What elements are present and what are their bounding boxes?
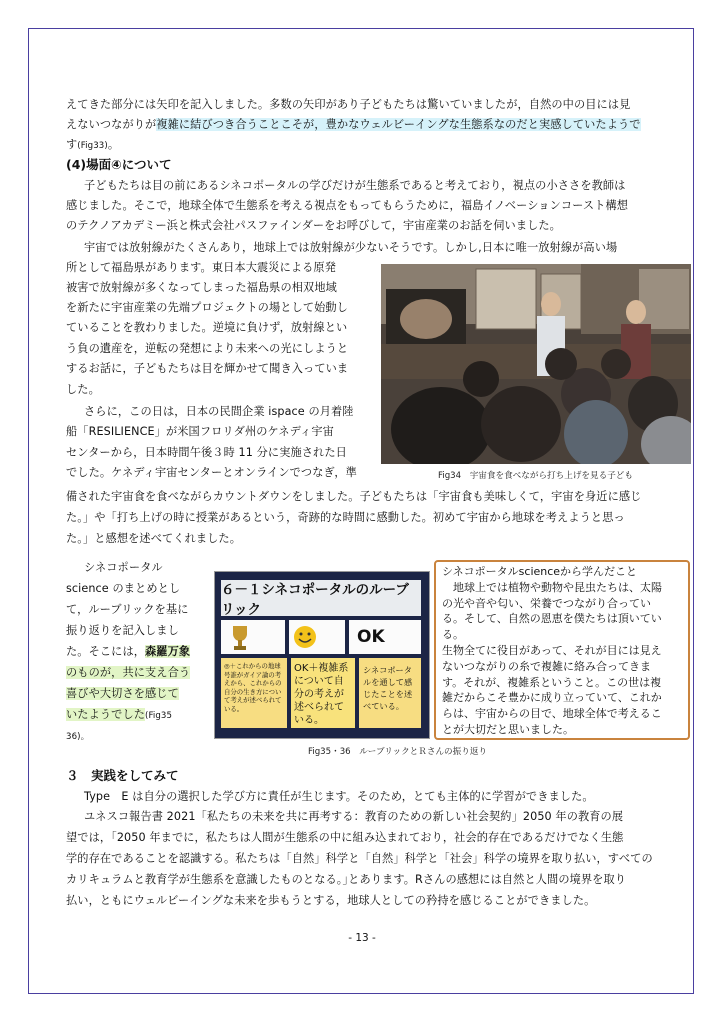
criteria-excellent: ◎＋これからの地球号誰がガイア論の考えから、これからの自分の生き方について考えが述べられている。 [221, 658, 287, 728]
s3-p2-line-1: ユネスコ報告書 2021「私たちの未来を共に再考する：教育のための新しい社会契約」2050 年の教育の展 [84, 810, 624, 823]
s4-p3-line-4: でした。ケネディ宇宙センターとオンラインでつなぎ，準 [66, 466, 357, 479]
s4-p2-line-6: う負の遺産を，逆転の発想により未来への光にしようと [66, 342, 349, 355]
rubric-line-9: 36)。 [66, 732, 90, 742]
ok-cell: OK [349, 620, 421, 654]
rubric-line-8: いたようでした(Fig35 [66, 708, 173, 721]
rubric-line-3: て，ルーブリックを基に [66, 603, 189, 616]
rubric-line-1: シネコポータル [84, 561, 163, 574]
s4-p3-line-3: センターから，日本時間午後３時 11 分に実施された日 [66, 446, 347, 459]
s3-p2-line-4: カリキュラムと教育学が生態系を意識したものとなる。｣とあります。Rさんの感想には自然と人間の境界を取り [66, 873, 627, 886]
s4-p2-line-4: を新たに宇宙産業の先端プロジェクトの場として始動し [66, 301, 348, 314]
s4-p1-line-3: のテクノアカデミー浜と株式会社パスファインダーをお呼びして，宇宙産業のお話を伺いました。 [66, 219, 561, 232]
s4-p2-line-8: した。 [66, 383, 100, 396]
criteria-good: OK＋複雑系について自分の考えが述べられている。 [291, 658, 355, 728]
s4-p3-line-1: さらに，この日は，日本の民間企業 ispace の月着陸 [84, 405, 354, 418]
reflection-line: 雑だからこそ豊かに成り立っていて、これか [442, 691, 662, 705]
reflection-line: 生物全てに役目があって、それが目には見え [442, 643, 662, 657]
rubric-line-4: 振り返りを記入しまし [66, 624, 179, 637]
s3-p2-line-2: 望では，｢2050 年までに，私たちは人間が生態系の中に組み込まれており，社会的存在であるだけでなく生態 [66, 831, 624, 844]
rubric-slide [214, 571, 430, 739]
fig34-caption: Fig34 宇宙食を食べながら打ち上げを見る子ども [438, 471, 633, 481]
section-3-heading: ３ 実践をしてみて [66, 768, 179, 783]
s3-p2-line-5: 払い，ともにウェルビーイングな未来を歩もうとする，地球人としての矜持を感じることができました。 [66, 894, 596, 907]
s4-p2-line-2: 所として福島県があります。東日本大震災による原発 [66, 261, 337, 274]
reflection-line: 地球上では植物や動物や昆虫たちは、太陽 [442, 580, 662, 594]
fig35-36-caption: Fig35・36 ルーブリックとＲさんの振り返り [308, 747, 488, 757]
page-number: - 13 - [348, 932, 376, 944]
criteria-ok: シネコポータルを通して感じたことを述べている。 [359, 658, 421, 728]
smile-face-icon [289, 620, 345, 654]
s3-p1: Type E は自分の選択した学び方に責任が生じます。そのため，とても主体的に学習ができました。 [84, 790, 594, 803]
reflection-line: の光や音や匂い、栄養でつながり合ってい [442, 596, 651, 610]
s4-p2-line-3: 被害で放射線が多くなってしまった福島県の相双地域 [66, 281, 337, 294]
section-4-heading: (4)場面④について [66, 157, 172, 172]
s4-p2-line-5: ていることを教わりました。逆境に負けず，放射線とい [66, 321, 348, 334]
rubric-line-5: た。そこには，森羅万象 [66, 645, 191, 658]
classroom-photo-illustration [381, 264, 691, 464]
s4-p3-line-6: た。」や「打ち上げの時に授業があるという，奇跡的な時間に感動した。初めて宇宙から地球を考えようと思っ [66, 511, 625, 524]
s4-p1-line-1: 子どもたちは目の前にあるシネコポータルの学びだけが生態系であると考えており，視点の小ささを教師は [84, 179, 626, 192]
reflection-line: とが大切だと思いました。 [442, 722, 574, 736]
s4-p2-line-7: するお話に，子どもたちは目を輝かせて聞き入っていま [66, 362, 349, 375]
intro-line-3: す(Fig33)。 [66, 138, 120, 151]
rubric-line-6: のものが，共に支え合う [66, 666, 191, 679]
photo-children-watching-launch [381, 264, 691, 464]
s4-p1-line-2: 感じました。そこで，地球全体で生態系を考える視点をもってもらうために，福島イノベーションコースト構想 [66, 199, 629, 212]
reflection-box [434, 560, 690, 740]
reflection-line: らは、宇宙からの目で、地球全体で考えるこ [442, 707, 662, 721]
rubric-line-7: 喜びや大切さを感じて [66, 687, 179, 700]
reflection-line: ないつながりの糸で複雑に絡み合ってきま [442, 659, 651, 673]
s4-p3-line-2: 船「RESILIENCE」が米国フロリダ州のケネディ宇宙 [66, 425, 334, 438]
trophy-icon [221, 620, 285, 654]
s3-p2-line-3: 学的存在であることを認識する。私たちは「自然」科学と「自然」科学と「社会」科学の境界を取り払い，すべての [66, 852, 653, 865]
highlight-complex: 複雑に結びつき合うことこそが，豊かなウェルビーイングな生態系なのだと実感していたようで [156, 118, 641, 131]
reflection-line: る。 [442, 628, 464, 642]
reflection-title: シネコポータルscienceから学んだこと [442, 565, 638, 578]
intro-line-1: えてきた部分には矢印を記入しました。多数の矢印があり子どもたちは驚いていましたが，自然の中の目には見 [66, 98, 631, 111]
rubric-line-2: science のまとめとし [66, 582, 181, 595]
reflection-line: す。それが、複雑系ということ。この世は複 [442, 675, 662, 689]
slide-title: ６－１シネコポータルのルーブリック [221, 580, 421, 616]
s4-p3-line-7: た。」と感想を述べてくれました。 [66, 532, 242, 545]
intro-line-2: えないつながりが複雑に結びつき合うことこそが，豊かなウェルビーイングな生態系なのだと実感していたようで [66, 118, 641, 131]
reflection-line: る。そして、自然の恩恵を僕たちは頂いてい [442, 612, 662, 626]
s4-p3-line-5: 備された宇宙食を食べながらカウントダウンをしました。子どもたちは「宇宙食も美味しくて，宇宙を身近に感じ [66, 490, 642, 503]
s4-p2-line-1: 宇宙では放射線がたくさんあり，地球上では放射線が少ないそうです。しかし,日本に唯一放射線が高い場 [84, 241, 618, 254]
trophy-cell [221, 620, 285, 654]
smile-cell [289, 620, 345, 654]
